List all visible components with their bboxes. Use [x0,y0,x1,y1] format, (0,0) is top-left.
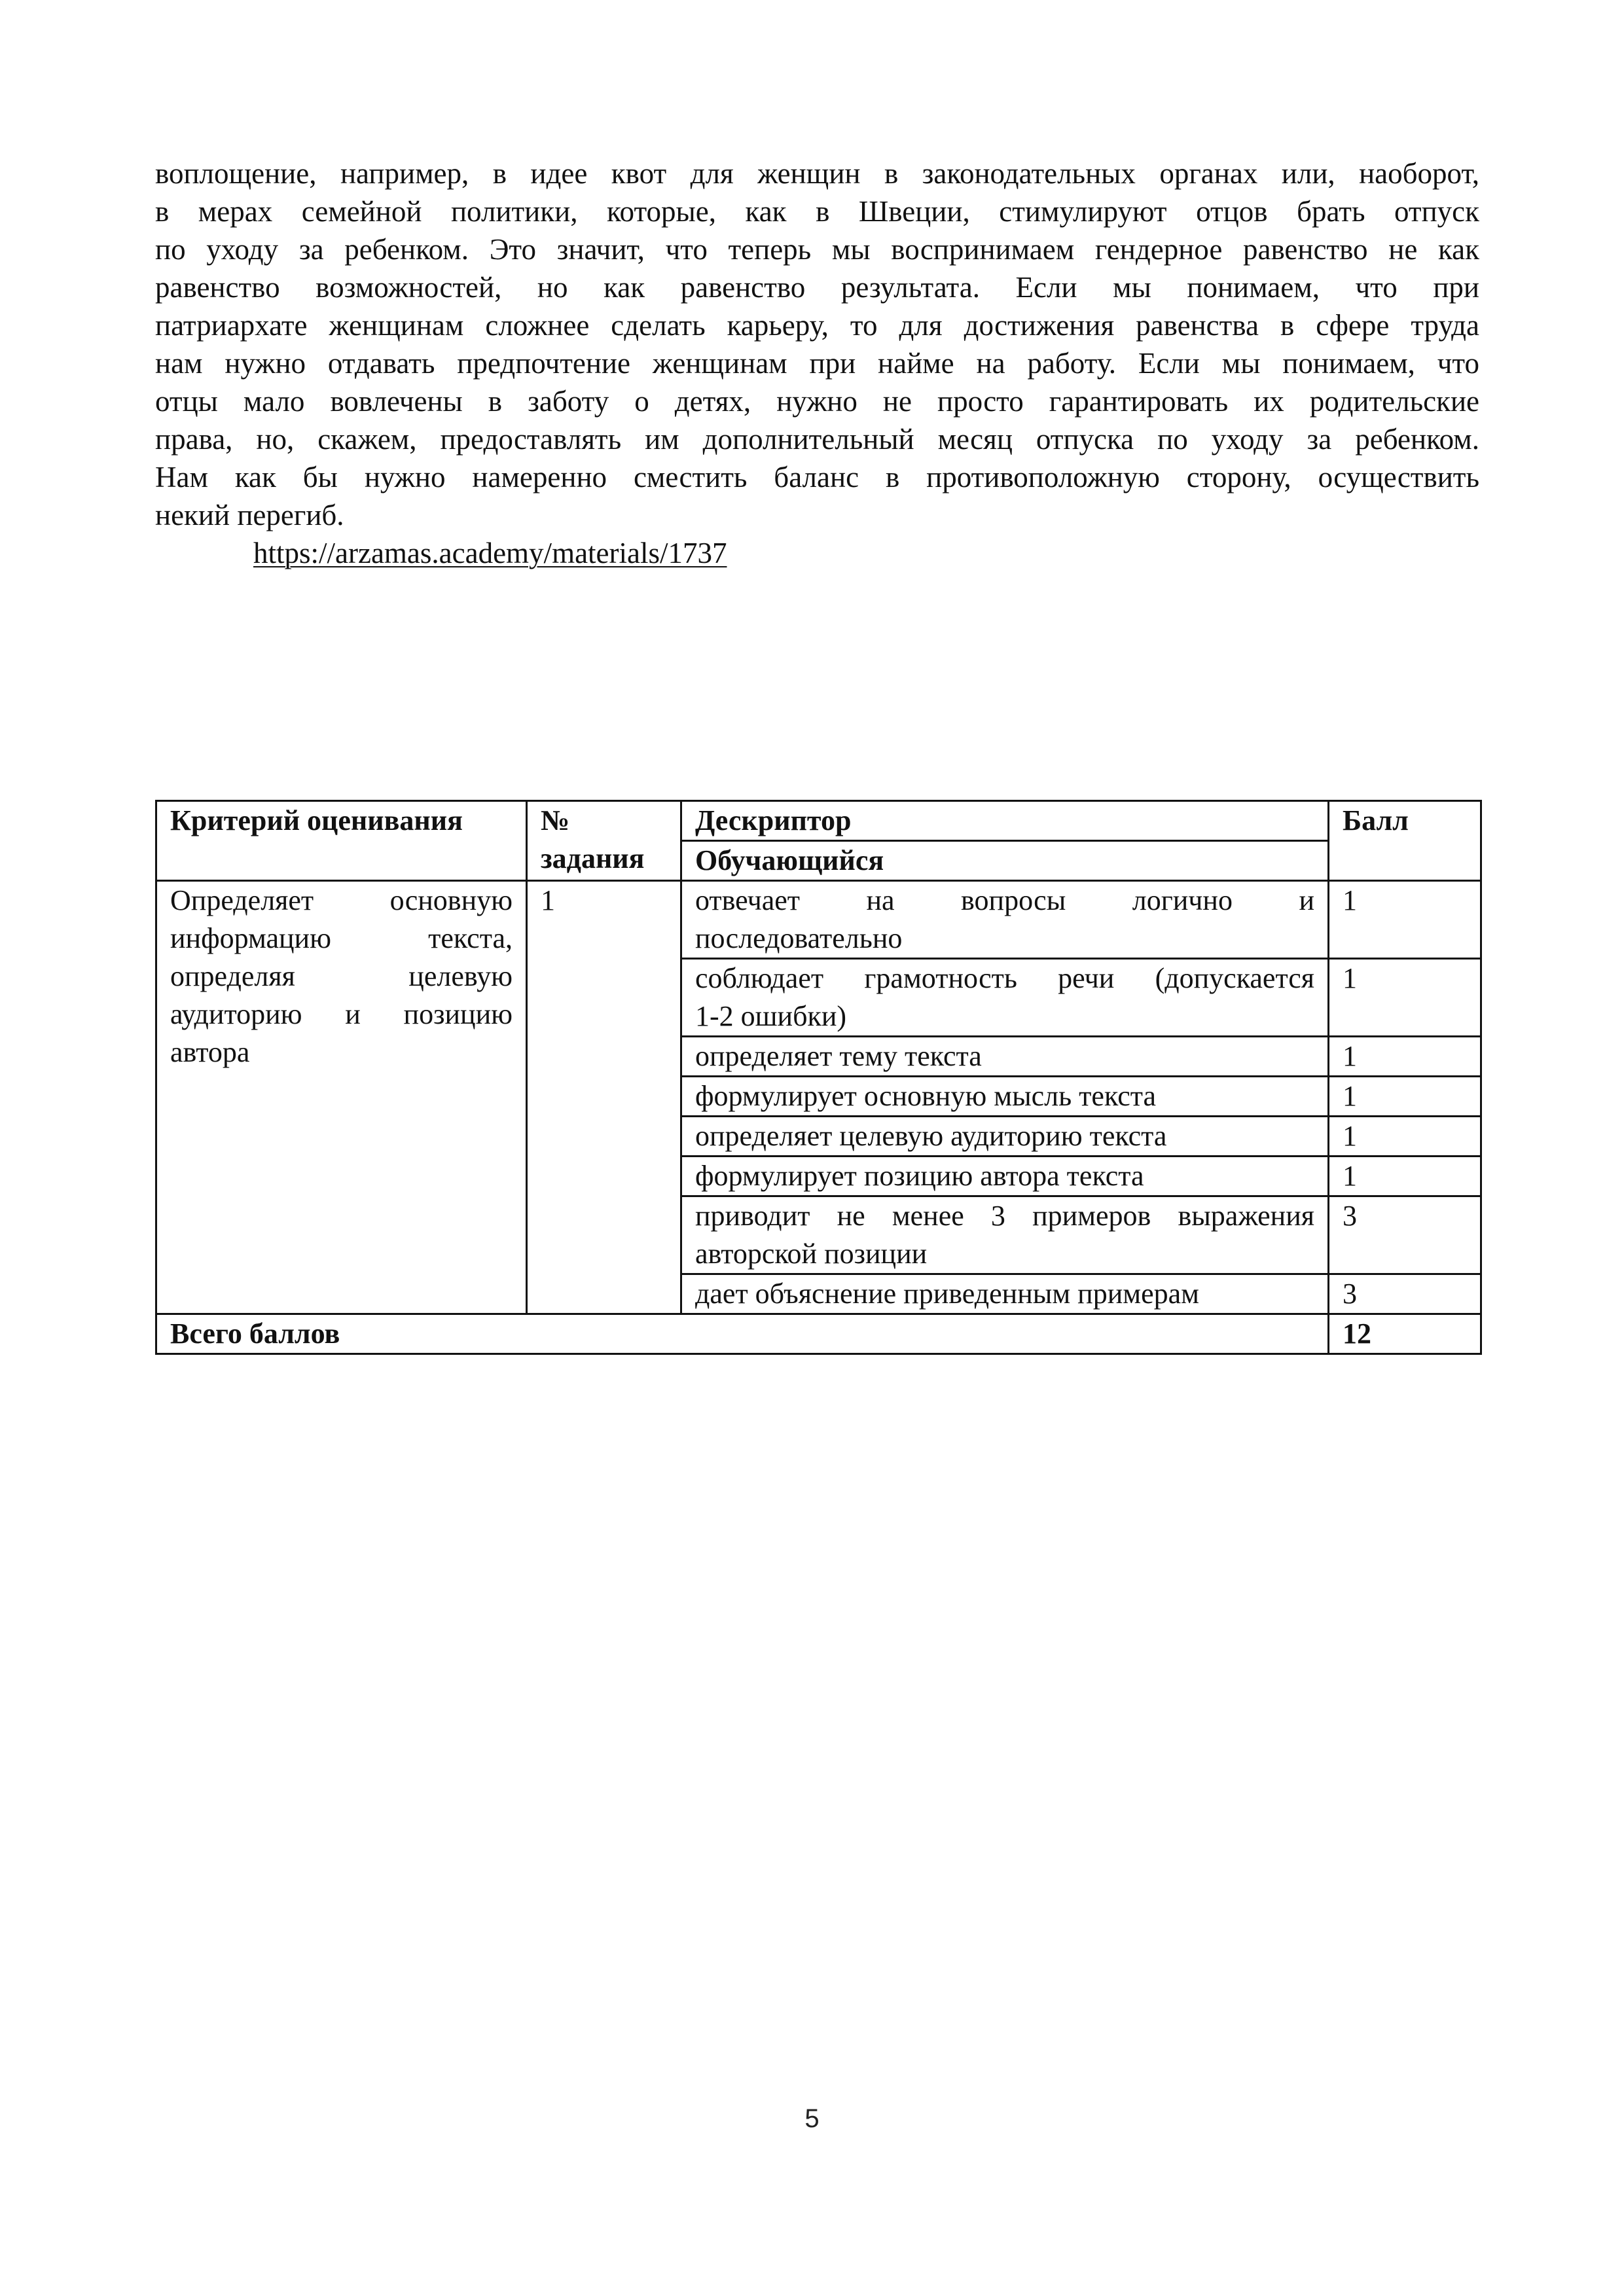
paragraph-line: Нам как бы нужно намеренно сместить баланс в противоположную сторону, осуществить [155,461,1479,493]
score-cell: 3 [1329,1196,1481,1274]
score-cell: 1 [1329,1037,1481,1077]
criterion-cell: Определяет основную информацию текста, определяя целевую аудиторию и позицию автора [156,881,527,1314]
score-cell: 1 [1329,1117,1481,1157]
descriptor-cell: определяет целевую аудиторию текста [681,1117,1329,1157]
descriptor-cell: приводит не менее 3 примеров выражения авторской позиции [681,1196,1329,1274]
score-cell: 3 [1329,1274,1481,1314]
paragraph-line: по уходу за ребенком. Это значит, что теперь мы воспринимаем гендерное равенство не как [155,233,1479,266]
score-cell: 1 [1329,881,1481,959]
score-cell: 1 [1329,1157,1481,1196]
header-criterion: Критерий оценивания [156,801,527,881]
descriptor-cell: определяет тему текста [681,1037,1329,1077]
header-score: Балл [1329,801,1481,881]
paragraph-line: воплощение, например, в идее квот для женщин в законодательных органах или, наоборот, [155,157,1479,190]
paragraph-line: нам нужно отдавать предпочтение женщинам при найме на работу. Если мы понимаем, что [155,347,1479,380]
descriptor-cell: дает объяснение приведенным примерам [681,1274,1329,1314]
paragraph-line: в мерах семейной политики, которые, как в Швеции, стимулируют отцов брать отпуск [155,195,1479,228]
task-number-cell: 1 [527,881,681,1314]
descriptor-cell: формулирует позицию автора текста [681,1157,1329,1196]
paragraph-line: права, но, скажем, предоставлять им дополнительный месяц отпуска по уходу за ребенком. [155,423,1479,456]
score-cell: 1 [1329,959,1481,1037]
header-descriptor: Дескриптор [681,801,1329,841]
paragraph-line: отцы мало вовлечены в заботу о детях, нужно не просто гарантировать их родительские [155,385,1479,418]
total-score: 12 [1329,1314,1481,1354]
paragraph-line: патриархате женщинам сложнее сделать карьеру, то для достижения равенства в сфере труда [155,309,1479,342]
paragraph-line: некий перегиб. [155,499,344,531]
table-row [156,881,1481,959]
body-paragraph [155,154,1479,534]
total-label: Всего баллов [156,1314,1329,1354]
descriptor-cell: соблюдает грамотность речи (допускается 1-2 ошибки) [681,959,1329,1037]
page-number: 5 [804,2104,820,2133]
total-row [156,1314,1481,1354]
header-task-number: № задания [527,801,681,881]
descriptor-cell: отвечает на вопросы логично и последовательно [681,881,1329,959]
score-cell: 1 [1329,1077,1481,1117]
header-learner: Обучающийся [681,841,1329,881]
paragraph-line: равенство возможностей, но как равенство результата. Если мы понимаем, что при [155,271,1479,304]
assessment-rubric-table [155,800,1482,1355]
descriptor-cell: формулирует основную мысль текста [681,1077,1329,1117]
table-header-row [156,801,1481,841]
source-link[interactable]: https://arzamas.academy/materials/1737 [253,537,727,569]
